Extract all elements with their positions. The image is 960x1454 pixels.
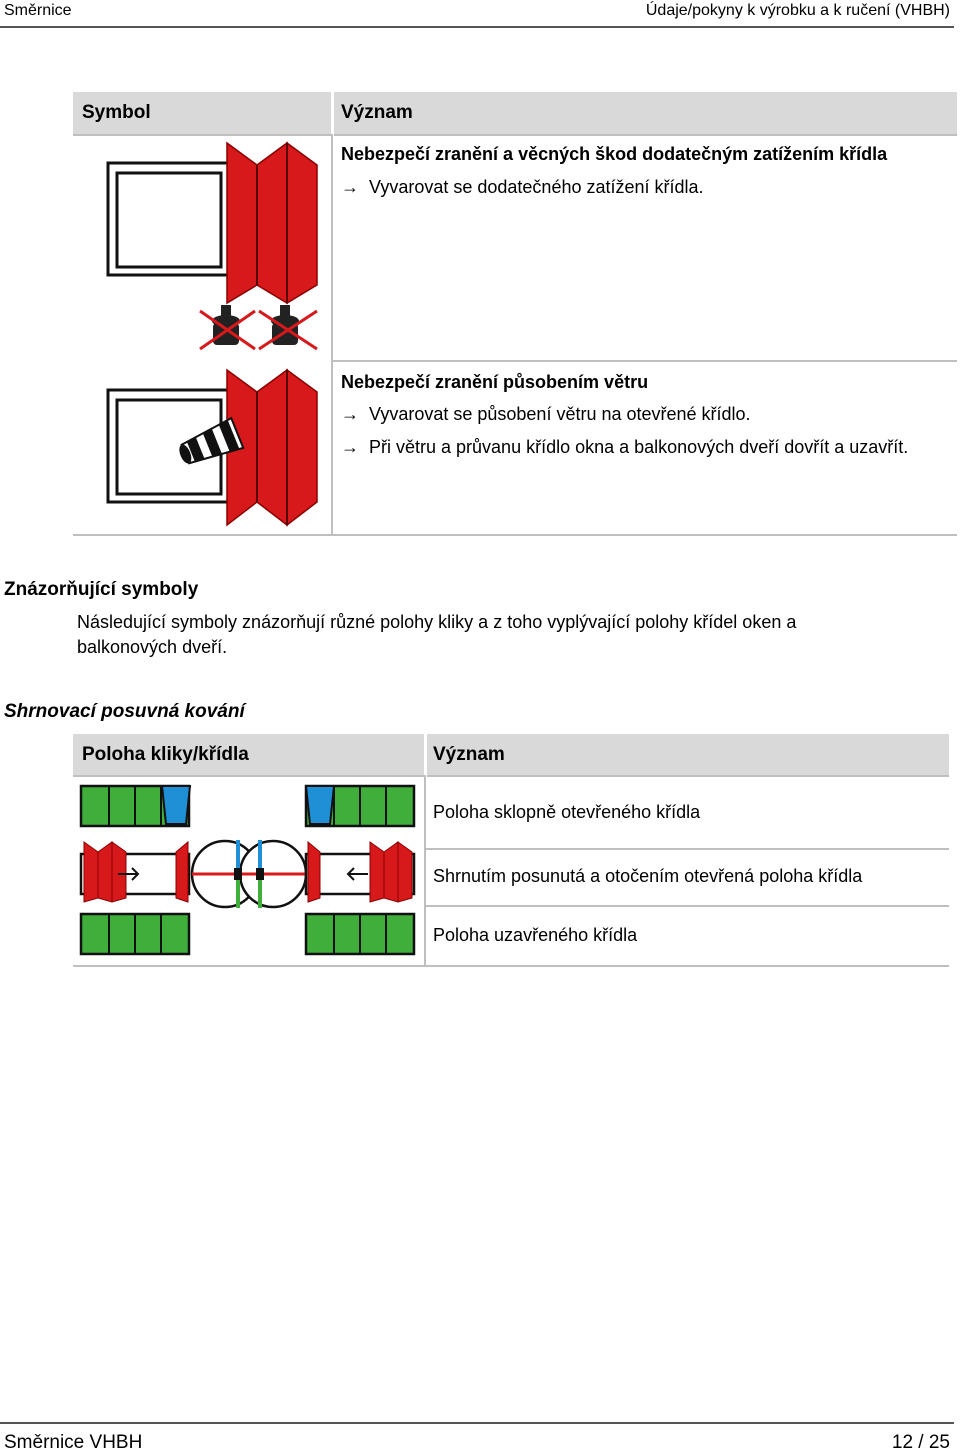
folded-open-right-icon	[306, 842, 414, 902]
symbols-section-title: Znázorňující symboly	[4, 579, 199, 600]
tilt-position-left-icon	[81, 786, 190, 826]
arrow-icon: →	[341, 404, 359, 424]
fittings-section-title: Shrnovací posuvná kování	[4, 701, 245, 722]
header-section-title: Údaje/pokyny k výrobku a k ručení (VHBH)	[645, 2, 950, 19]
header-rule	[0, 26, 954, 28]
closed-position-left-icon	[81, 914, 189, 954]
footer-rule	[0, 1422, 954, 1424]
header-doc-title: Směrnice	[4, 2, 72, 19]
col-header-meaning: Význam	[341, 102, 413, 123]
fittings-row1-text: Poloha sklopně otevřeného křídla	[433, 802, 701, 822]
row2-item-1-text: Vyvarovat se působení větru na otevřené křídlo.	[369, 404, 751, 424]
handle-position-diagram	[78, 782, 420, 958]
handle-rotation-icon	[192, 840, 306, 908]
sash-load-warning-icon	[105, 143, 330, 353]
arrow-icon: →	[341, 437, 359, 457]
tilt-position-right-icon	[306, 786, 414, 826]
row1-title: Nebezpečí zranění a věcných škod dodatečným zatížením křídla	[341, 144, 888, 164]
col-header-position: Poloha kliky/křídla	[82, 744, 249, 765]
row2-item-2	[341, 434, 929, 460]
col-header-symbol: Symbol	[82, 102, 151, 123]
symbols-section-text: Následující symboly znázorňují různé polohy kliky a z toho vyplývající polohy křídel oken a balkonových dveří.	[77, 612, 797, 657]
folded-open-left-icon	[81, 842, 189, 902]
wind-warning-icon	[105, 370, 330, 530]
row1-item-text: Vyvarovat se dodatečného zatížení křídla.	[369, 177, 704, 197]
row2-title: Nebezpečí zranění působením větru	[341, 372, 649, 392]
symbol-table-header-band	[73, 92, 957, 134]
fittings-row2-text: Shrnutím posunutá a otočením otevřená poloha křídla	[433, 866, 863, 886]
footer-doc-title: Směrnice VHBH	[4, 1432, 143, 1453]
fittings-row3-text: Poloha uzavřeného křídla	[433, 925, 638, 945]
col-header-meaning-2: Význam	[433, 744, 505, 765]
row2-item-1	[341, 401, 949, 427]
row2-item-2-text: Při větru a průvanu křídlo okna a balkonových dveří dovřít a uzavřít.	[369, 437, 909, 457]
closed-position-right-icon	[306, 914, 414, 954]
footer-page-number: 12 / 25	[891, 1432, 950, 1453]
row1-item	[341, 174, 949, 200]
arrow-icon: →	[341, 177, 359, 197]
